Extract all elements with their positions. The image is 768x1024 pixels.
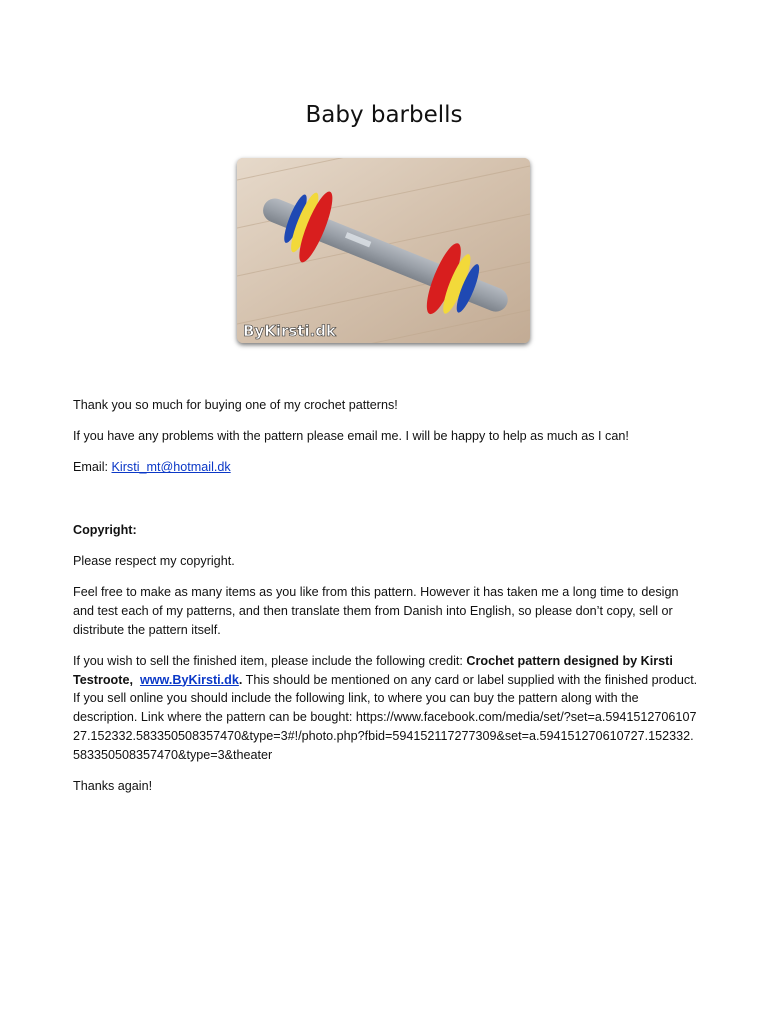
problems-paragraph: If you have any problems with the pattern please email me. I will be happy to help as much as I can!	[73, 429, 629, 444]
closing-paragraph: Thanks again!	[73, 778, 153, 793]
sell-intro: If you wish to sell the finished item, please include the following credit:	[73, 653, 467, 668]
credit-dot: .	[238, 672, 243, 687]
barbell-photo	[237, 158, 530, 343]
sell-rest: This should be mentioned on any card or label supplied with the finished product. If you sell online you should include the following link, to where you can buy the pattern along with the description. Link where the pattern can be bought:	[73, 672, 698, 725]
page-title: Baby barbells	[305, 102, 463, 128]
email-link[interactable]: Kirsti_mt@hotmail.dk	[111, 460, 231, 475]
sell-paragraph	[73, 652, 698, 765]
pattern-url: https://www.facebook.com/media/set/?set=a.594151270610727.152332.583350508357470&type=3#!/photo.php?fbid=594152117277309&set=a.594151270610727.152332.583350508357470&type=3&theater	[73, 710, 697, 762]
copyright-heading-text: Copyright:	[73, 522, 137, 537]
website-link[interactable]: www.ByKirsti.dk	[139, 672, 239, 687]
barbell-illustration	[237, 158, 530, 343]
respect-paragraph: Please respect my copyright.	[73, 553, 235, 568]
credit-text: Crochet pattern designed by Kirsti Testroote,	[73, 653, 673, 687]
watermark-text: ByKirsti.dk	[243, 322, 337, 340]
document-body	[73, 396, 698, 808]
email-label: Email:	[73, 460, 112, 475]
feel-free-paragraph: Feel free to make as many items as you like from this pattern. However it has taken me a long time to design and test each of my patterns, and then translate them from Danish into English, so please don’t copy, sell or distribute the pattern itself.	[73, 584, 679, 637]
thanks-paragraph: Thank you so much for buying one of my crochet patterns!	[73, 398, 398, 412]
email-paragraph	[73, 458, 698, 477]
spacer	[73, 490, 698, 521]
copyright-heading	[73, 521, 698, 540]
